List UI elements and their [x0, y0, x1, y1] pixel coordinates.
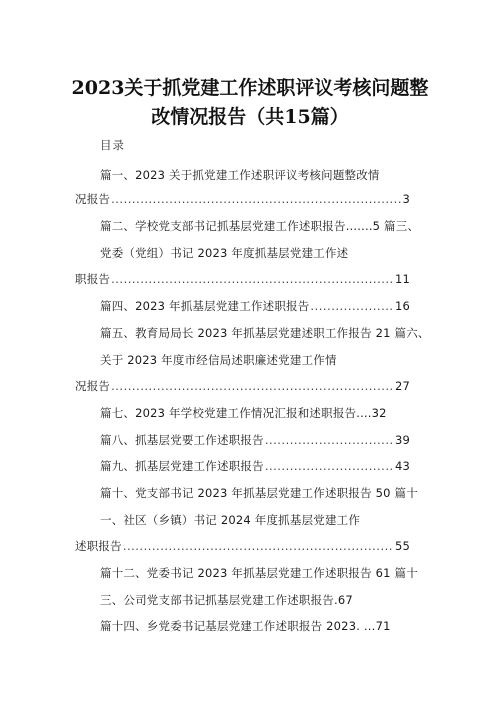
toc-entry-text: 篇九、抓基层党建工作述职报告 [100, 459, 264, 473]
toc-entry-5[interactable]: 篇五、教育局局长 2023 年抓基层党建述职工作报告 21 篇六、 [100, 326, 430, 340]
toc-entry-3-line-2[interactable] [75, 271, 410, 287]
toc-page-number: 3 [402, 192, 410, 206]
toc-entry-text: 况报告 [75, 379, 111, 393]
toc-entry-2[interactable]: 篇二、学校党支部书记抓基层党建工作述职报告.......5 篇三、 [100, 219, 420, 233]
toc-leader-dots [111, 272, 394, 286]
toc-entry-9[interactable] [100, 458, 410, 474]
toc-leader-dots [111, 192, 401, 206]
toc-entry-6-line-1[interactable]: 关于 2023 年度市经信局述职廉述党建工作情 [100, 353, 337, 367]
toc-page-number: 55 [394, 539, 410, 553]
toc-entry-14[interactable]: 篇十四、乡党委书记基层党建工作述职报告 2023. …71 [100, 619, 391, 633]
toc-entry-text: 篇八、抓基层党要工作述职报告 [100, 433, 264, 447]
document-title-line-1: 2023关于抓党建工作述职评议考核问题整 [71, 77, 429, 99]
toc-entry-text: 篇四、2023 年抓基层党建工作述职报告 [100, 299, 310, 313]
toc-entry-4[interactable] [100, 298, 410, 314]
toc-leader-dots [111, 379, 394, 393]
toc-entry-8[interactable] [100, 432, 410, 448]
toc-page-number: 11 [394, 272, 410, 286]
toc-heading: 目录 [100, 138, 125, 152]
toc-entry-text: 况报告 [75, 192, 111, 206]
toc-entry-6-line-2[interactable] [75, 378, 410, 394]
toc-entry-11-line-1[interactable]: 一、社区（乡镇）书记 2024 年度抓基层党建工作 [100, 513, 361, 527]
toc-page-number: 39 [394, 433, 410, 447]
toc-page-number: 16 [394, 299, 410, 313]
toc-entry-10[interactable]: 篇十、党支部书记 2023 年抓基层党建工作述职报告 50 篇十 [100, 486, 418, 500]
toc-leader-dots [265, 459, 394, 473]
toc-entry-12[interactable]: 篇十二、党委书记 2023 年抓基层党建工作述职报告 61 篇十 [100, 566, 418, 580]
toc-entry-text: 职报告 [75, 272, 111, 286]
toc-page-number: 43 [394, 459, 410, 473]
toc-leader-dots [123, 539, 394, 553]
toc-entry-11-line-2[interactable] [75, 538, 410, 554]
toc-entry-1-line-2[interactable] [75, 191, 410, 207]
toc-entry-3-line-1[interactable]: 党委（党组）书记 2023 年度抓基层党建工作述 [100, 246, 349, 260]
toc-entry-7[interactable]: 篇七、2023 年学校党建工作情况汇报和述职报告....32 [100, 406, 387, 420]
toc-leader-dots [265, 433, 394, 447]
toc-entry-1-line-1[interactable]: 篇一、2023 关于抓党建工作述职评议考核问题整改情 [100, 168, 380, 182]
toc-entry-13[interactable]: 三、公司党支部书记抓基层党建工作述职报告.67 [100, 593, 353, 607]
toc-page-number: 27 [394, 379, 410, 393]
toc-leader-dots [310, 299, 394, 313]
toc-entry-text: 述职报告 [75, 539, 122, 553]
document-title-line-2: 改情况报告（共15篇） [151, 106, 349, 128]
